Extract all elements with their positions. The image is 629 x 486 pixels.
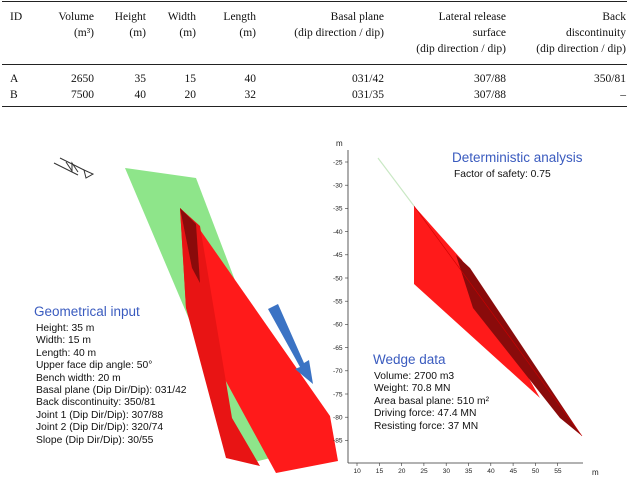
header-id: ID <box>10 11 23 23</box>
y-tick-label: -85 <box>333 437 343 445</box>
header-lateral-line1: Lateral release <box>438 11 506 23</box>
geom-line-bench: Bench width: 20 m <box>36 372 121 384</box>
header-length-line2: (m) <box>239 27 256 39</box>
row-a-lateral: 307/88 <box>474 73 506 85</box>
x-tick-label: 35 <box>465 468 473 475</box>
factor-of-safety: Factor of safety: 0.75 <box>454 169 551 180</box>
geom-line-length: Length: 40 m <box>36 347 97 359</box>
x-axis-unit: m <box>592 468 599 477</box>
header-back-discontinuity <box>508 9 626 57</box>
header-back-line1: Back <box>602 11 626 23</box>
x-tick-label: 15 <box>375 468 384 475</box>
wedge-data-list <box>374 371 489 433</box>
geometrical-input-list <box>36 323 187 447</box>
header-height-line1: Height <box>114 11 146 23</box>
wedge-figure <box>0 118 629 486</box>
y-tick-label: -75 <box>333 391 343 399</box>
table-top-rule <box>2 1 627 2</box>
y-tick-label: -80 <box>333 414 343 422</box>
table-mid-rule <box>2 64 627 65</box>
header-back-line2: discontinuity <box>565 27 626 39</box>
y-tick-label: -25 <box>333 159 343 167</box>
y-tick-label: -45 <box>333 252 343 260</box>
row-b-width: 20 <box>184 89 196 101</box>
geom-line-height: Height: 35 m <box>36 323 95 334</box>
header-back-line3: (dip direction / dip) <box>536 43 626 55</box>
y-tick-label: -30 <box>333 182 343 190</box>
x-axis-ticks <box>354 463 562 475</box>
row-a-volume: 2650 <box>71 73 94 85</box>
row-a-back: 350/81 <box>594 73 626 85</box>
wedge-data-title: Wedge data <box>373 352 446 367</box>
wedge-line-volume: Volume: 2700 m3 <box>374 371 455 382</box>
geom-line-joint1: Joint 1 (Dip Dir/Dip): 307/88 <box>36 409 164 421</box>
geom-line-slope: Slope (Dip Dir/Dip): 30/55 <box>36 434 154 446</box>
header-basal-line1: Basal plane <box>330 11 384 23</box>
geom-line-back: Back discontinuity: 350/81 <box>36 397 156 409</box>
header-width-line2: (m) <box>179 27 196 39</box>
header-lateral-line2: surface <box>472 27 506 39</box>
geom-line-basal: Basal plane (Dip Dir/Dip): 031/42 <box>36 385 187 397</box>
header-basal-plane <box>260 9 384 41</box>
row-b-volume: 7500 <box>71 89 94 101</box>
x-tick-label: 45 <box>509 468 517 475</box>
x-tick-label: 50 <box>531 468 540 475</box>
wedge-line-weight: Weight: 70.8 MN <box>374 383 451 395</box>
row-a-length: 40 <box>244 73 256 85</box>
row-b-height: 40 <box>134 89 146 101</box>
wedge-line-area: Area basal plane: 510 m² <box>374 395 490 407</box>
y-tick-label: -55 <box>333 298 343 306</box>
y-tick-label: -65 <box>333 344 343 352</box>
header-lateral-line3: (dip direction / dip) <box>416 43 506 55</box>
header-length <box>206 9 256 41</box>
y-tick-label: -60 <box>333 321 343 329</box>
section-slope-line <box>378 158 414 206</box>
header-width <box>152 9 196 41</box>
row-a-basal: 031/42 <box>352 73 384 85</box>
row-b-back: – <box>620 89 626 101</box>
geom-line-upper-face: Upper face dip angle: 50° <box>36 360 153 372</box>
header-lateral-release <box>388 9 506 57</box>
geom-line-width: Width: 15 m <box>36 335 91 347</box>
header-volume <box>42 9 94 41</box>
header-height-line2: (m) <box>129 27 146 39</box>
x-tick-label: 25 <box>420 468 428 475</box>
north-arrow-icon <box>54 158 93 178</box>
wedge-line-resisting: Resisting force: 37 MN <box>374 420 479 432</box>
header-height <box>100 9 146 41</box>
x-tick-label: 55 <box>554 468 562 475</box>
y-tick-label: -70 <box>333 368 343 376</box>
header-width-line1: Width <box>167 11 196 23</box>
header-length-line1: Length <box>223 11 256 23</box>
row-b-id: B <box>10 89 18 101</box>
row-a-id: A <box>10 73 19 85</box>
y-tick-label: -50 <box>333 275 343 283</box>
row-b-length: 32 <box>244 89 256 101</box>
x-tick-label: 10 <box>353 468 361 475</box>
deterministic-analysis-title: Deterministic analysis <box>452 150 583 165</box>
row-a-width: 15 <box>184 73 196 85</box>
geom-line-joint2: Joint 2 (Dip Dir/Dip): 320/74 <box>36 422 164 434</box>
row-b-basal: 031/35 <box>352 89 384 101</box>
row-b-lateral: 307/88 <box>474 89 506 101</box>
header-volume-line1: Volume <box>58 11 94 23</box>
wedge-line-driving: Driving force: 47.4 MN <box>374 408 477 420</box>
row-a-height: 35 <box>134 73 146 85</box>
header-basal-line2: (dip direction / dip) <box>294 27 384 39</box>
x-tick-label: 40 <box>487 468 495 475</box>
table-bottom-rule <box>2 106 627 107</box>
properties-table <box>2 0 627 113</box>
header-volume-line2: (m³) <box>73 27 94 39</box>
y-axis-unit: m <box>336 139 343 148</box>
geometrical-input-title: Geometrical input <box>34 304 140 319</box>
y-tick-label: -40 <box>333 228 343 236</box>
x-tick-label: 20 <box>398 468 406 475</box>
x-tick-label: 30 <box>442 468 451 475</box>
y-tick-label: -35 <box>333 205 343 213</box>
y-axis-ticks <box>333 159 348 444</box>
